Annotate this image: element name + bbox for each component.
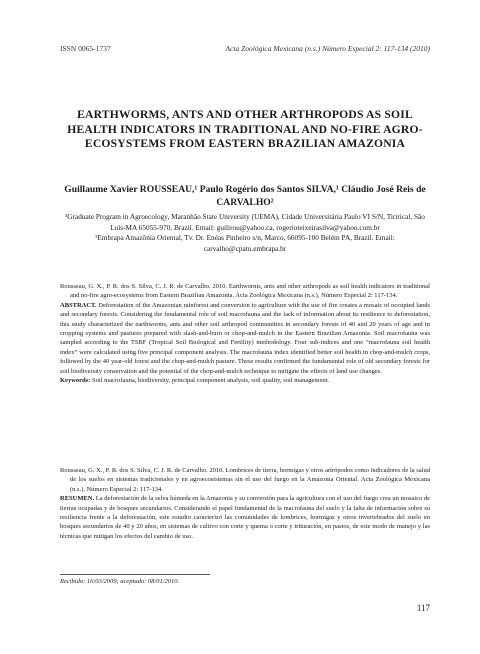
- journal-reference: Acta Zoológica Mexicana (n.s.) Número Especial 2: 117-134 (2010): [225, 44, 430, 53]
- abstract-text: Deforestation of the Amazonian rainforest and conversion to agriculture with the use of fire creates a mosaic of occupied lands and secondary forests. Considering the fundamental role of soil macrofauna and the lack of information about its resilience to deforestation, this study characterized the earthworms, ants and other soil arthropod communities in secondary forests of 40 and 20 years of age and in cropping systems and pastures prepared with slash-and-burn or chop-and-mulch in the Eastern Brazilian Amazonia. Soil macrofauna was sampled according to the TSBF (Tropical Soil Biological and Fertility) methodology. Four sub-indices and one “macrofauna soil health index” were calculated using five principal component analysis. The macrofauna index identified better soil health in chop-and-mulch crops, followed by the 40 year-old forest and the chop-and-mulch pasture. These results confirmed the fundamental role of old secondary forests for soil biodiversity conservation and the potential of the chop-and-mulch technique to mitigate the effects of land use changes.: [60, 301, 430, 375]
- affiliations: [60, 212, 430, 254]
- keywords: [60, 376, 430, 385]
- running-header: [60, 44, 430, 56]
- page-number: 117: [416, 603, 430, 613]
- keywords-text: Soil macrofauna, biodiversity, principal component analysis, soil quality, soil management.: [90, 377, 330, 385]
- abstract-english-body: [60, 301, 430, 376]
- affiliation-2: ²Embrapa Amazônia Oriental, Tv. Dr. Enéas Pinheiro s/n, Marco, 66095-100 Belém PA, Brazil. Email: carvalho@cpatu.embrapa.br: [95, 233, 395, 253]
- resumen-body: [60, 494, 430, 541]
- citation-english: Rousseau, G. X., P. R. dos S. Silva, C. J. R. de Carvalho. 2010. Earthworms, ants and other arthropods as soil health indicators in traditional and no-fire agro-ecosystems from Eastern Brazilian Amazonia. Acta Zoológica Mexicana (n.s.), Número Especial 2: 117-134.: [60, 283, 430, 300]
- footnote-rule: [60, 574, 210, 575]
- affiliation-1: ¹Graduate Program in Agroecology, Maranhão State University (UEMA), Cidade Universitária Paulo VI S/N, Tirirical, São Luís-MA 65055-970, Brazil. Email: guilirou@yahoo.ca, rogerioteixeirasilva@yahoo.com.br: [65, 212, 425, 232]
- abstract-spanish: [60, 466, 430, 541]
- author-list: Guillaume Xavier ROUSSEAU,¹ Paulo Rogério dos Santos SILVA,¹ Cláudio José Reis de CARVALHO²: [64, 184, 426, 208]
- keywords-label: Keywords:: [60, 377, 91, 385]
- abstract-english: [60, 282, 430, 385]
- article-title: EARTHWORMS, ANTS AND OTHER ARTHROPODS AS SOIL HEALTH INDICATORS IN TRADITIONAL AND NO-FIRE AGRO-ECOSYSTEMS FROM EASTERN BRAZILIAN AMAZONIA: [67, 108, 423, 150]
- citation-spanish: Rousseau, G. X., P. R. dos S. Silva, C. J. R. de Carvalho. 2010. Lombrices de tierra, hormigas y otros artrópodos como indicadores de la salud de los suelos en sistemas tradicionales y en agroecosistemas sin el uso del fuego en la Amazonia Oriental. Acta Zoológica Mexicana (n.s.), Número Especial 2: 117-134.: [60, 467, 430, 493]
- issn: ISSN 0065-1737: [60, 44, 111, 53]
- received-accepted-dates: Recibido: 16/03/2009; aceptado: 08/01/2010.: [60, 578, 180, 585]
- resumen-text: La deforestación de la selva húmeda en la Amazonia y su conversión para la agricultura con el uso del fuego crea un mosaico de tierras ocupadas y de bosques secundarios. Considerando el papel fundamental de la macrofauna del suelo y la falta de información sobre su resiliencia frente a la deforestación, este estudio caracterizó las comunidades de lombrices, hormigas y otros invertebrados del suelo en bosques secundarios de 40 y 20 años, en sistemas de cultivo con corte y quema o corte y trituración, en pastos, de este modo de manejo y las técnicas que mitigan los efectos del cambio de uso.: [60, 495, 430, 540]
- abstract-label: ABSTRACT.: [60, 301, 97, 309]
- resumen-label: RESUMEN.: [60, 495, 95, 503]
